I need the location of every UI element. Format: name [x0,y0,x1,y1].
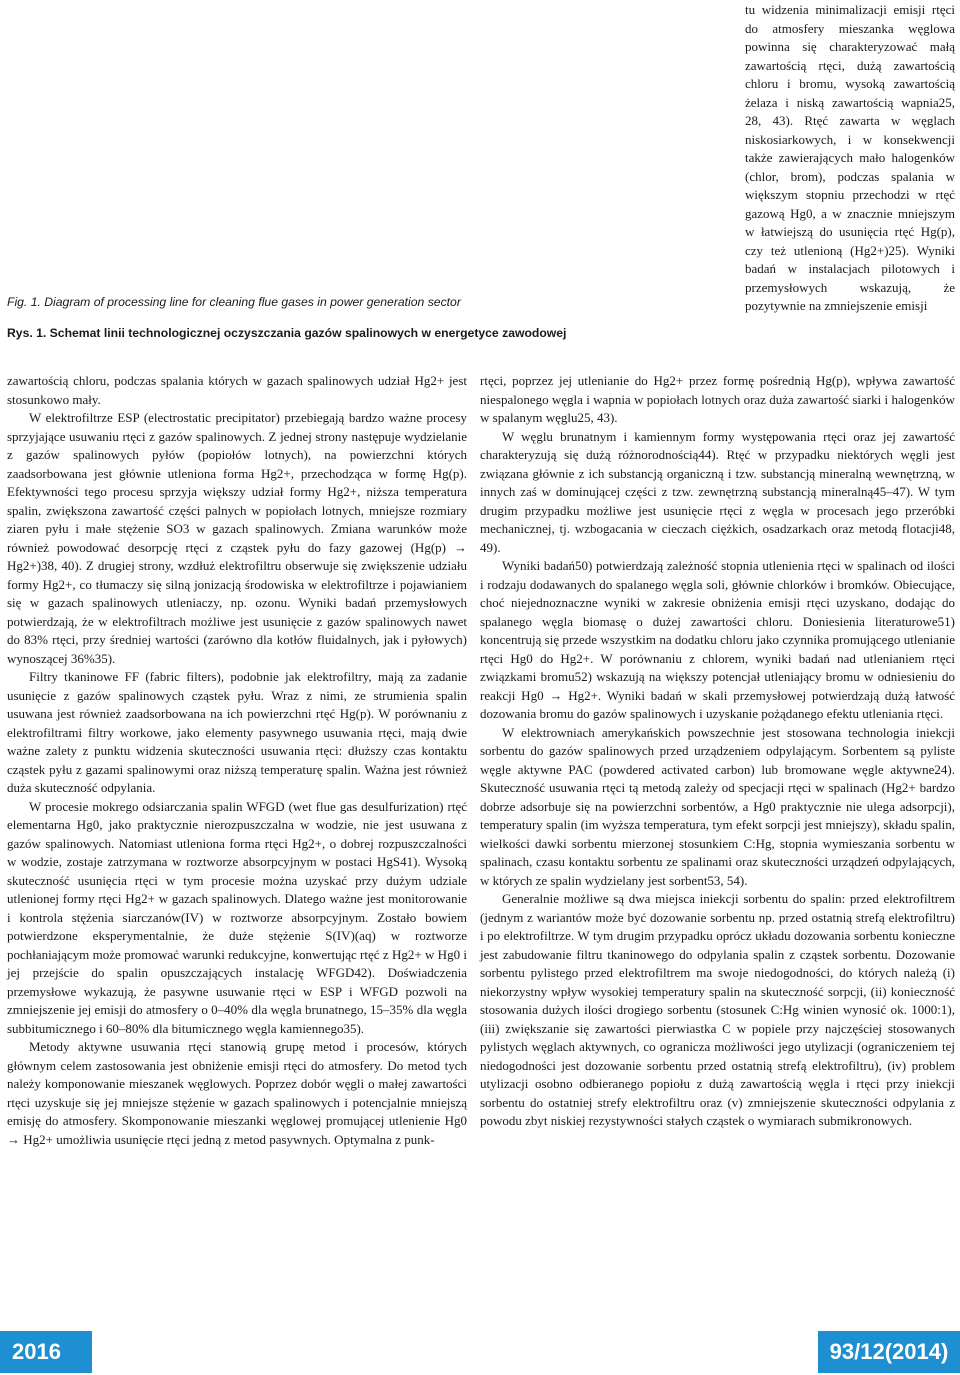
figure-caption-polish: Rys. 1. Schemat linii technologicznej oczyszczania gazów spalinowych w energetyce zawodowej [7,326,567,340]
figure-caption-english: Fig. 1. Diagram of processing line for cleaning flue gases in power generation sector [7,295,461,309]
paragraph: Filtry tkaninowe FF (fabric filters), podobnie jak elektrofiltry, mają za zadanie usunięcie z gazów spalinowych cząstek pyłu. Wraz z nimi, ze strumienia spalin usuwana jest również zaadsorbowana na ich powierzchni rtęć Hg(p). W porównaniu z elektrofiltrami filtry workowe, jako elementy pasywnego usuwania rtęci, mają dwie ważne zalety z punktu widzenia skuteczności usuwania rtęci: dłuższy czas kontaktu cząstek pyłu z gazami spalinowymi oraz niższą temperaturę spalin. Ważna jest również duża skuteczność odpylania. [7,669,467,795]
page-number-badge: 2016 [0,1331,92,1373]
issue-number-badge: 93/12(2014) [818,1331,960,1373]
paragraph: zawartością chloru, podczas spalania których w gazach spalinowych udział Hg2+ jest stosunkowo mały. [7,373,467,407]
paragraph: Metody aktywne usuwania rtęci stanowią grupę metod i procesów, których głównym celem zastosowania jest obniżenie emisji rtęci do atmosfery. Do metod tych należy komponowanie mieszanek węglowych. Poprzez dobór węgli o małej zawartości rtęci uzyskuje się jej mniejsze stężenie w gazach spalinowych i potencjalnie mniejszą emisję do atmosfery. Skomponowanie mieszanki węglowej promującej utlenienie Hg0 → Hg2+ umożliwia usunięcie rtęci jedną z metod pasywnych. Optymalna z punk- [7,1039,467,1147]
paragraph: rtęci, poprzez jej utlenianie do Hg2+ przez formę pośrednią Hg(p), wpływa zawartość niespalonego węgla i wapnia w popiołach lotnych oraz duża zawartość siarki i halogenków w spalanym węglu25, 43). [480,373,955,425]
paragraph: Generalnie możliwe są dwa miejsca iniekcji sorbentu do spalin: przed elektrofiltrem (jednym z wariantów może być dozowanie sorbentu np. przed ostatnią strefą elektrofiltru) i po elektrofiltrze. W tym drugim przypadku oprócz układu dozowania sorbentu konieczne jest zabudowanie filtru tkaninowego do odpylania spalin z cząstek sorbentu. Dozowanie sorbentu pylistego przed elektrofiltrem ma swoje niedogodności, do których należą (i) niekorzystny wpływ wysokiej temperatury spalin na skuteczność sorpcji, (ii) konieczność stosowania dużych ilości drogiego sorbentu (stosunek C:Hg winien wynosić ok. 1000:1), (iii) zwiększanie się zawartości pierwiastka C w popiele przy najczęściej stosowanych pylistych węglach aktywnych, co ogranicza możliwości jego utylizacji (ograniczeniem tej niedogodności jest dozowanie sorbentu przed ostatnią strefą elektrofiltru), (iv) problem utylizacji osobno odbieranego popiołu z dużą zawartością węgla i rtęci przy iniekcji sorbentu do ostatniej strefy elektrofiltru oraz (v) zmniejszenie skuteczności odpylania z powodu zbyt niskiej rezystywności stałych cząstek o wymiarach submikronowych. [480,891,955,1128]
left-column [7,372,467,1149]
top-right-column [745,1,955,316]
paragraph: W węglu brunatnym i kamiennym formy występowania rtęci oraz jej zawartość charakteryzują się dużą różnorodnością44). Rtęć w przypadku niektórych węgli jest związana głównie z ich substancją organiczną i tzw. substancją mineralną wewnętrzną, w innych zaś w dominującej części z tzw. zewnętrzną substancją mineralną45–47). W tym drugim przypadku możliwe jest usunięcie rtęci z węgla w procesach jego przeróbki mechanicznej, tj. wzbogacania w cieczach ciężkich, osadzarkach oraz metodą flotacji48, 49). [480,428,955,555]
paragraph: W elektrowniach amerykańskich powszechnie jest stosowana technologia iniekcji sorbentu do gazów spalinowych przed urządzeniem odpylającym. Sorbentem są pyliste węgle aktywne PAC (powdered activated carbon) lub bromowane węgle aktywne24). Skuteczność usuwania rtęci tą metodą zależy od specjacji rtęci w spalinach (Hg2+ bardzo dobrze adsorbuje się na powierzchni sorbentów, a Hg0 praktycznie nie ulega adsorpcji), temperatury spalin (im wyższa temperatura, tym efekt sorpcji jest mniejszy), składu spalin, wielkości dawki sorbentu mierzonej stosunkiem C:Hg, stopnia wymieszania sorbentu w spalinach, czasu kontaktu sorbentu ze spalinami oraz skuteczności urządzeń odpylających, w których ze spalin wydzielany jest sorbent53, 54). [480,724,955,888]
paragraph: Wyniki badań50) potwierdzają zależność stopnia utlenienia rtęci w spalinach od ilości i rodzaju dodawanych do spalanego węgla soli, głównie chlorków i bromków. Obiecujące, choć niejednoznaczne wyniki w zakresie obniżenia emisji rtęci uzyskano, dodając do spalanego węgla biomasę o dużej zawartości chloru. Doniesienia literaturowe51) koncentrują się przede wszystkim na dodatku chloru jako czynnika promującego utlenianie rtęci Hg0 do Hg2+. W porównaniu z chlorem, wyniki badań nad utlenianiem rtęci związkami bromu52) wskazują na większy potencjał utleniający bromu w odniesieniu do reakcji Hg0 → Hg2+. Wyniki badań w skali przemysłowej potwierdzają dużą łatwość dozowania bromu do gazów spalinowych i uzyskanie pożądanego efektu utleniania rtęci. [480,558,955,721]
paragraph: tu widzenia minimalizacji emisji rtęci do atmosfery mieszanka węglowa powinna się charakteryzować małą zawartością rtęci, dużą zawartością chloru i bromu, wysoką zawartością żelaza i niską zawartością wapnia25, 28, 43). Rtęć zawarta w węglach niskosiarkowych, i w konsekwencji także zawierających mało halogenków (chlor, brom), podczas spalania w większym stopniu przechodzi w rtęć gazową Hg0, a w znacznie mniejszym w łatwiejszą do usunięcia rtęć Hg(p), czy też utlenioną (Hg2+)25). Wyniki badań w instalacjach pilotowych i przemysłowych wskazują, że pozytywnie na zmniejszenie emisji [745,2,955,313]
paragraph: W procesie mokrego odsiarczania spalin WFGD (wet flue gas desulfurization) rtęć elementarna Hg0, jako praktycznie nierozpuszczalna w wodzie, nie jest usuwana z gazów spalinowych. Natomiast utleniona forma rtęci Hg2+, o dobrej rozpuszczalności w wodzie, zostaje zatrzymana w roztworze absorpcyjnym w postaci HgS41). Wysoką skuteczność usunięcia rtęci w tym procesie można uzyskać przy dużym udziale utlenionej formy rtęci Hg2+ w gazach spalinowych. Dlatego ważne jest monitorowanie i kontrola stężenia siarczanów(IV) w roztworze absorpcyjnym. Zostało bowiem potwierdzone eksperymentalnie, że duże stężenie S(IV)(aq) w roztworze pochłaniającym może promować warunki redukcyjne, konwertując rtęć z Hg2+ w Hg0 i jej przejście do spalin opuszczających instalację WFGD42). Doświadczenia przemysłowe wykazują, że pasywne usuwanie rtęci w ESP i WFGD pozwoli na zmniejszenie jej emisji do atmosfery o 0–40% dla węgla brunatnego, 15–35% dla węgla subbitumicznego i 60–80% dla bitumicznego węgla kamiennego35). [7,798,467,1036]
right-column [480,372,955,1131]
paragraph: W elektrofiltrze ESP (electrostatic precipitator) przebiegają bardzo ważne procesy sprzyjające usuwaniu rtęci z gazów spalinowych. Z jednej strony następuje wydzielanie z gazów spalinowych pyłów (popiołów lotnych), na powierzchni których zaadsorbowana jest głównie utleniona forma Hg2+, przechodząca w formę Hg(p). Efektywności tego procesu sprzyja większy udział formy Hg2+, niższa temperatura spalin, zwiększona zawartość części palnych w popiołach lotnych, mniejsze rozmiary ziaren pyłu i małe stężenie SO3 w gazach spalinowych. Zmiana warunków może również powodować desorpcję rtęci z cząstek pyłu do fazy gazowej (Hg(p) → Hg2+)38, 40). Z drugiej strony, wzdłuż elektrofiltru obserwuje się zwiększenie udziału formy Hg2+, co tłumaczy się silną jonizacją środowiska w elektrofiltrze i pojawianiem się w gazach spalinowych utleniaczy, np. ozonu. Wyniki badań przemysłowych potwierdzają, że w elektrofiltrach możliwe jest usunięcie z gazów spalinowych nawet do 83% rtęci, przy średniej wartości (zarówno dla kotłów fluidalnych, jak i pyłowych) wynoszącej 36%35). [7,410,467,666]
